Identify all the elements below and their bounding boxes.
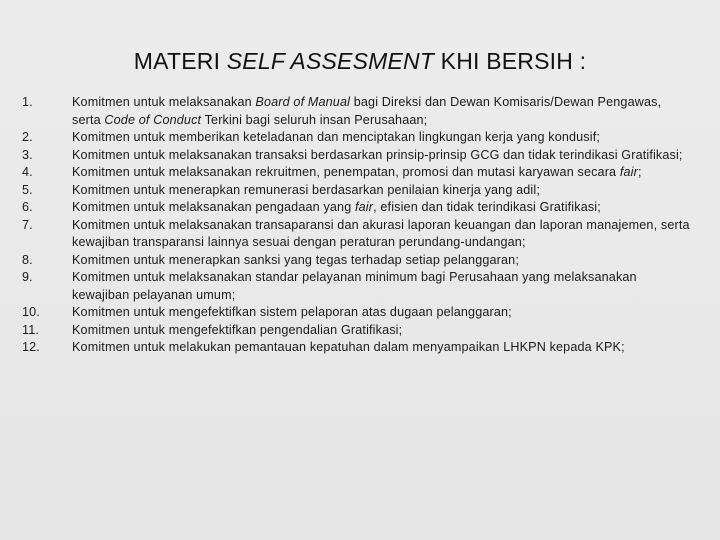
text-segment: Komitmen untuk melaksanakan transaparansi dan akurasi laporan keuangan dan laporan manajemen, serta kewajiban transparansi lainnya sesuai dengan peraturan perundang-undangan; bbox=[72, 217, 690, 249]
italic-term: Board of Manual bbox=[255, 95, 351, 109]
list-item-number: 11. bbox=[22, 322, 40, 337]
text-segment: Komitmen untuk melaksanakan rekruitmen, penempatan, promosi dan mutasi karyawan secara bbox=[72, 165, 620, 179]
list-item-text bbox=[72, 217, 692, 252]
list-item-number: 1. bbox=[22, 95, 33, 109]
list-item-text bbox=[72, 147, 692, 165]
italic-term: fair bbox=[355, 200, 374, 214]
list-item bbox=[22, 147, 692, 165]
text-segment: Komitmen untuk melakukan pemantauan kepatuhan dalam menyampaikan LHKPN kepada KPK; bbox=[72, 340, 625, 354]
list-item bbox=[22, 339, 692, 357]
title-pre: MATERI bbox=[133, 48, 227, 74]
list-item-number: 2. bbox=[22, 130, 33, 144]
text-segment: Terkini bagi seluruh insan Perusahaan; bbox=[201, 112, 428, 127]
list-item bbox=[22, 304, 692, 322]
italic-term: fair bbox=[619, 165, 638, 179]
list-item bbox=[22, 94, 692, 129]
list-item bbox=[22, 182, 692, 200]
list-item-number: 12. bbox=[22, 340, 40, 354]
list-item bbox=[22, 164, 692, 182]
text-segment: , efisien dan tidak terindikasi Gratifikasi; bbox=[373, 200, 601, 214]
list-item bbox=[22, 252, 692, 270]
italic-term: Code of Conduct bbox=[104, 112, 202, 127]
text-segment: Komitmen untuk melaksanakan standar pelayanan minimum bagi Perusahaan yang melaksanakan kewajiban pelayanan umum; bbox=[72, 270, 637, 302]
list-item-text bbox=[72, 129, 692, 147]
list-item-text bbox=[72, 164, 692, 182]
list-item-number: 4. bbox=[22, 165, 33, 179]
list-item-number: 3. bbox=[22, 147, 33, 162]
text-segment: Komitmen untuk melaksanakan bbox=[72, 95, 256, 109]
text-segment: bagi Direksi dan Dewan Komisaris/Dewan Pengawas, serta bbox=[72, 95, 662, 127]
list-item-text bbox=[72, 304, 692, 322]
list-item-text bbox=[72, 322, 692, 340]
list-item-text bbox=[72, 199, 692, 217]
list-item bbox=[22, 269, 692, 304]
list-item-text bbox=[72, 339, 692, 357]
slide-title bbox=[0, 48, 720, 75]
text-segment: ; bbox=[637, 165, 642, 179]
list-item bbox=[22, 322, 692, 340]
list-item-number: 9. bbox=[22, 270, 33, 284]
list-item bbox=[22, 217, 692, 252]
text-segment: Komitmen untuk mengefektifkan pengendalian Gratifikasi; bbox=[72, 322, 403, 337]
list-item-text bbox=[72, 269, 692, 304]
text-segment: Komitmen untuk menerapkan remunerasi berdasarkan penilaian kinerja yang adil; bbox=[72, 182, 540, 197]
list-item-number: 10. bbox=[22, 305, 40, 319]
list-item-number: 7. bbox=[22, 217, 33, 232]
list-item-text bbox=[72, 252, 692, 270]
title-post: KHI BERSIH : bbox=[434, 48, 587, 74]
text-segment: Komitmen untuk melaksanakan pengadaan yang bbox=[72, 200, 355, 214]
text-segment: Komitmen untuk mengefektifkan sistem pelaporan atas dugaan pelanggaran; bbox=[72, 305, 512, 319]
commitment-list bbox=[22, 94, 692, 357]
list-item bbox=[22, 129, 692, 147]
list-item-number: 5. bbox=[22, 182, 33, 197]
text-segment: Komitmen untuk melaksanakan transaksi berdasarkan prinsip-prinsip GCG dan tidak terindikasi Gratifikasi; bbox=[72, 147, 683, 162]
list-item-number: 8. bbox=[22, 252, 33, 267]
list-item-number: 6. bbox=[22, 200, 33, 214]
text-segment: Komitmen untuk menerapkan sanksi yang tegas terhadap setiap pelanggaran; bbox=[72, 252, 519, 267]
list-item-text bbox=[72, 182, 692, 200]
text-segment: Komitmen untuk memberikan keteladanan dan menciptakan lingkungan kerja yang kondusif; bbox=[72, 130, 601, 144]
list-item bbox=[22, 199, 692, 217]
title-emphasis: SELF ASSESMENT bbox=[226, 48, 435, 74]
list-item-text bbox=[72, 94, 692, 129]
